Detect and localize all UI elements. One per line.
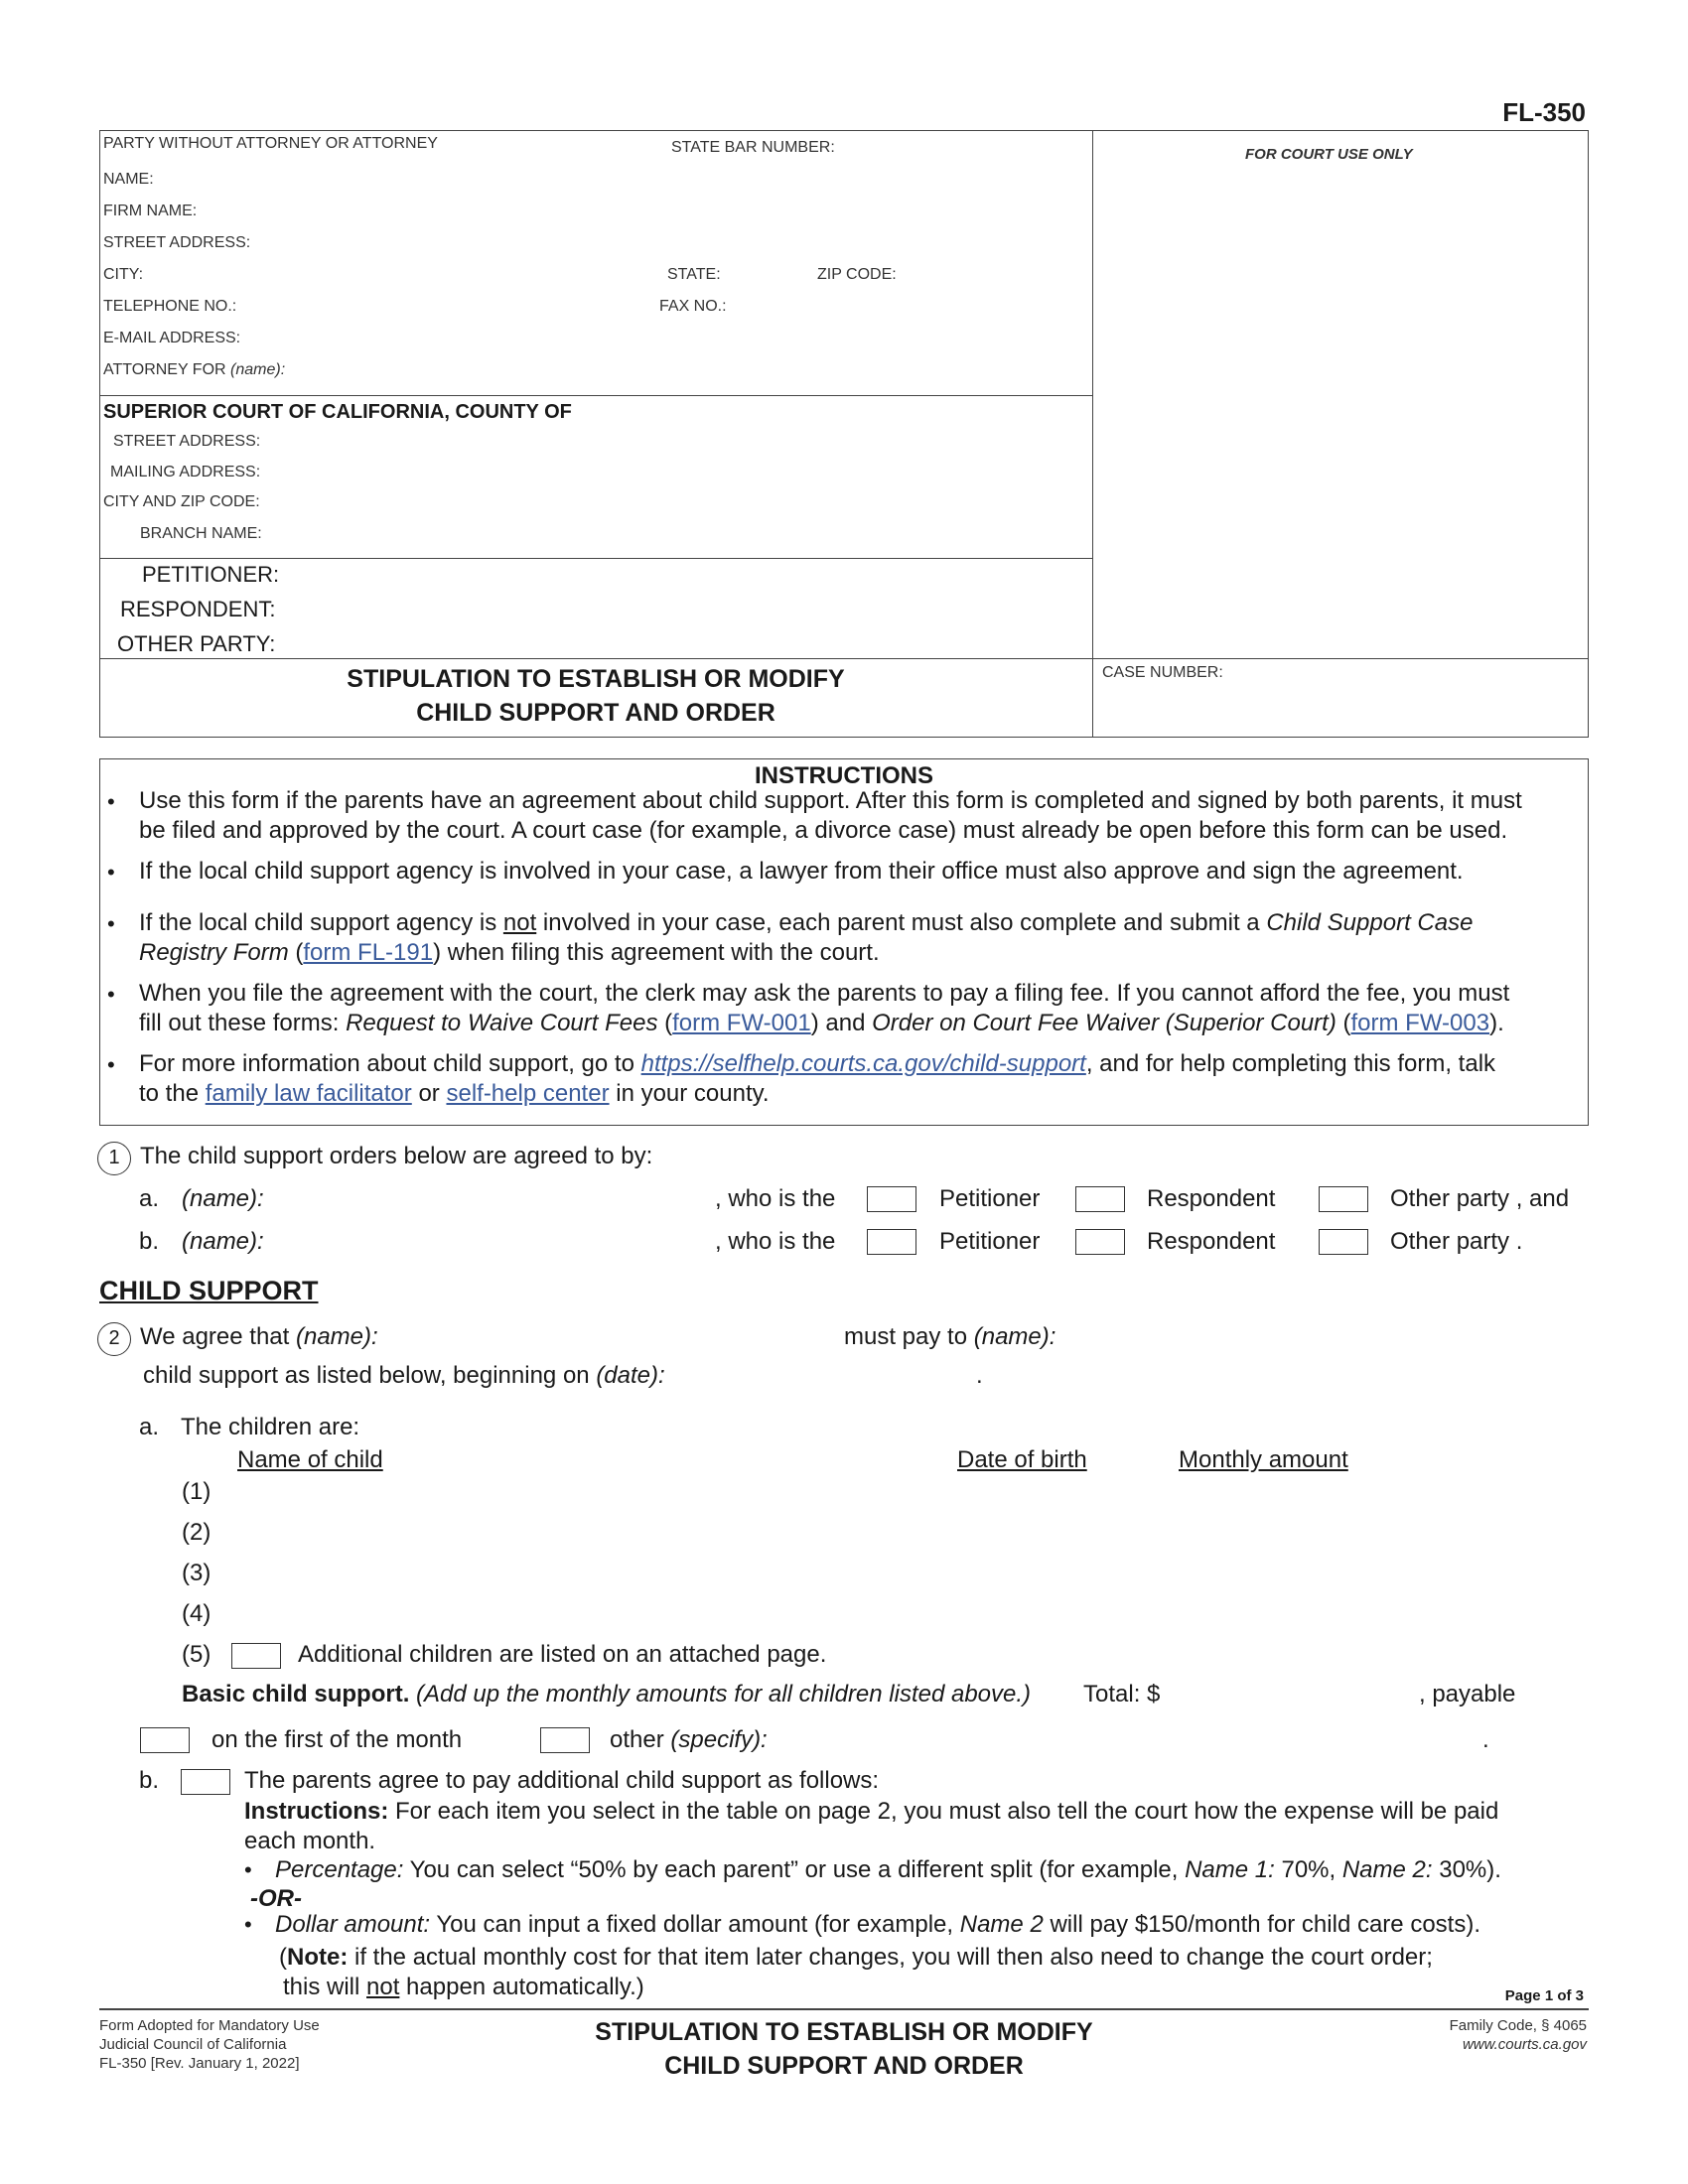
bullet: • — [107, 789, 115, 814]
instr-bullet-4: When you file the agreement with the court, the clerk may ask the parents to pay a filing fee. If you cannot afford the fee, you must fill out these forms: Request to Waive Court Fees (form FW-001) and Order on Court Fee Waiver (Superior Court) (form FW-003). — [139, 980, 1510, 1036]
fax-label[interactable]: FAX NO.: — [659, 298, 727, 315]
dollar-option: Dollar amount: You can input a fixed dollar amount (for example, Name 2 will pay $150/month for child care costs). — [275, 1911, 1480, 1938]
petitioner-label[interactable]: PETITIONER: — [142, 562, 280, 587]
form-title-line2: CHILD SUPPORT AND ORDER — [416, 699, 775, 727]
bullet: • — [107, 860, 115, 885]
page-number: Page 1 of 3 — [1504, 1987, 1584, 2004]
item-2a-children-are: The children are: — [181, 1414, 360, 1440]
bullet: • — [107, 1052, 115, 1077]
phone-label[interactable]: TELEPHONE NO.: — [103, 298, 237, 315]
item-1a-letter: a. — [139, 1185, 160, 1212]
item-1b-petitioner-checkbox[interactable] — [867, 1229, 916, 1255]
instructions-heading: INSTRUCTIONS — [755, 762, 933, 789]
attorney-for-label[interactable]: ATTORNEY FOR (name): — [103, 361, 286, 378]
child-row-5: (5) — [182, 1641, 211, 1668]
footer-left: Form Adopted for Mandatory Use Judicial Council of California FL-350 [Rev. January 1, 2022] — [99, 2017, 320, 2072]
footer-right: Family Code, § 4065 www.courts.ca.gov — [1449, 2017, 1587, 2053]
form-title-line1: STIPULATION TO ESTABLISH OR MODIFY — [347, 665, 845, 693]
respondent-label[interactable]: RESPONDENT: — [120, 597, 276, 621]
item-1a-name-label[interactable]: (name): — [182, 1185, 264, 1212]
party-label: PARTY WITHOUT ATTORNEY OR ATTORNEY — [103, 135, 438, 152]
item-1b-who-is: , who is the — [715, 1228, 836, 1255]
additional-children-checkbox[interactable] — [231, 1643, 281, 1669]
street-label[interactable]: STREET ADDRESS: — [103, 234, 251, 251]
court-branch-label[interactable]: BRANCH NAME: — [140, 525, 262, 542]
additional-children-text: Additional children are listed on an attached page. — [298, 1641, 827, 1668]
bullet: • — [244, 1912, 252, 1937]
email-label[interactable]: E-MAIL ADDRESS: — [103, 330, 241, 346]
item-1a-other-party-checkbox[interactable] — [1319, 1186, 1368, 1212]
item-1-text: The child support orders below are agreed to by: — [140, 1143, 653, 1169]
other-period: . — [1482, 1726, 1489, 1753]
item-2-we-agree[interactable]: We agree that (name): — [140, 1323, 378, 1350]
court-street-label[interactable]: STREET ADDRESS: — [113, 433, 261, 450]
first-of-month-label: on the first of the month — [211, 1726, 463, 1753]
item-2a-letter: a. — [139, 1414, 160, 1440]
first-of-month-checkbox[interactable] — [140, 1727, 190, 1753]
item-1b-name-label[interactable]: (name): — [182, 1228, 264, 1255]
item-2-beginning-date[interactable]: child support as listed below, beginning on (date): — [143, 1362, 665, 1389]
child-row-1[interactable]: (1) — [182, 1478, 211, 1505]
item-1a-respondent-checkbox[interactable] — [1075, 1186, 1125, 1212]
total-label[interactable]: Total: $ — [1083, 1681, 1161, 1707]
other-party-label[interactable]: OTHER PARTY: — [117, 631, 276, 656]
item-1a-petitioner-label: Petitioner — [939, 1185, 1041, 1212]
instr-bullet-3: If the local child support agency is not involved in your case, each parent must also complete and submit a Child Support Case Registry Form (form FL-191) when filing this agreement with the court. — [139, 909, 1474, 966]
bullet: • — [107, 982, 115, 1007]
footer-title: STIPULATION TO ESTABLISH OR MODIFY CHILD SUPPORT AND ORDER — [595, 2018, 1093, 2080]
item-1b-other-party-label: Other party . — [1390, 1228, 1523, 1255]
note: (Note: if the actual monthly cost for that item later changes, you will then also need to change the court order; this will not happen automatically.) — [279, 1944, 1433, 2000]
item-2b-letter: b. — [139, 1767, 160, 1794]
or-separator: -OR- — [250, 1885, 302, 1912]
item-1b-petitioner-label: Petitioner — [939, 1228, 1041, 1255]
basic-child-support: Basic child support. (Add up the monthly amounts for all children listed above.) — [182, 1681, 1032, 1707]
item-1a-petitioner-checkbox[interactable] — [867, 1186, 916, 1212]
case-number-label[interactable]: CASE NUMBER: — [1102, 664, 1223, 681]
item-1a-other-party-label: Other party , and — [1390, 1185, 1570, 1212]
court-title: SUPERIOR COURT OF CALIFORNIA, COUNTY OF — [103, 401, 572, 423]
col-monthly-amount: Monthly amount — [1179, 1446, 1348, 1473]
form-fw-003-link[interactable]: form FW-003 — [1350, 1010, 1490, 1036]
item-1b-respondent-checkbox[interactable] — [1075, 1229, 1125, 1255]
child-row-4[interactable]: (4) — [182, 1600, 211, 1627]
state-bar-label: STATE BAR NUMBER: — [671, 139, 835, 156]
child-support-heading: CHILD SUPPORT — [99, 1276, 319, 1305]
form-id: FL-350 — [1502, 97, 1586, 127]
other-frequency-checkbox[interactable] — [540, 1727, 590, 1753]
bullet: • — [107, 911, 115, 936]
item-1b-letter: b. — [139, 1228, 160, 1255]
col-date-of-birth: Date of birth — [957, 1446, 1087, 1473]
court-mailing-label[interactable]: MAILING ADDRESS: — [110, 464, 261, 480]
footer-rule — [99, 2008, 1589, 2010]
zip-label[interactable]: ZIP CODE: — [817, 266, 897, 283]
item-2b-instructions: Instructions: For each item you select in the table on page 2, you must also tell the court how the expense will be paid each month. — [244, 1798, 1499, 1854]
additional-support-checkbox[interactable] — [181, 1769, 230, 1795]
item-1-number: 1 — [97, 1142, 131, 1175]
form-fl-191-link[interactable]: form FL-191 — [303, 939, 434, 966]
additional-support-text: The parents agree to pay additional child support as follows: — [244, 1767, 880, 1794]
other-frequency-label[interactable]: other (specify): — [610, 1726, 768, 1753]
form-fw-001-link[interactable]: form FW-001 — [672, 1010, 811, 1036]
child-row-3[interactable]: (3) — [182, 1560, 211, 1586]
header-box — [99, 130, 1589, 738]
city-label[interactable]: CITY: — [103, 266, 144, 283]
instr-bullet-1: Use this form if the parents have an agreement about child support. After this form is completed and signed by both parents, it must be filed and approved by the court. A court case (for example, a divorce case) must already be open before this form can be used. — [139, 787, 1522, 844]
item-1b-respondent-label: Respondent — [1147, 1228, 1276, 1255]
header-divider — [1092, 130, 1093, 738]
item-2-period: . — [976, 1362, 983, 1389]
col-name-of-child: Name of child — [237, 1446, 383, 1473]
percentage-option: Percentage: You can select “50% by each parent” or use a different split (for example, Name 1: 70%, Name 2: 30%). — [275, 1856, 1501, 1883]
item-1a-respondent-label: Respondent — [1147, 1185, 1276, 1212]
state-label[interactable]: STATE: — [667, 266, 721, 283]
name-label[interactable]: NAME: — [103, 171, 154, 188]
bullet: • — [244, 1857, 252, 1882]
child-row-2[interactable]: (2) — [182, 1519, 211, 1546]
firm-label[interactable]: FIRM NAME: — [103, 203, 198, 219]
instr-bullet-2: If the local child support agency is involved in your case, a lawyer from their office must also approve and sign the agreement. — [139, 858, 1464, 885]
instr-bullet-5: For more information about child support, go to https://selfhelp.courts.ca.gov/child-support, and for help completing this form, talk to the family law facilitator or self-help center in your county. — [139, 1050, 1496, 1107]
item-1a-who-is: , who is the — [715, 1185, 836, 1212]
courts-website-link[interactable]: www.courts.ca.gov — [1462, 2036, 1587, 2053]
item-1b-other-party-checkbox[interactable] — [1319, 1229, 1368, 1255]
selfhelp-url-link[interactable]: https://selfhelp.courts.ca.gov/child-support — [640, 1050, 1086, 1077]
self-help-center-link[interactable]: self-help center — [446, 1080, 610, 1107]
item-2-must-pay[interactable]: must pay to (name): — [844, 1323, 1056, 1350]
court-use-label: FOR COURT USE ONLY — [1245, 146, 1413, 163]
item-2-number: 2 — [97, 1322, 131, 1356]
family-law-facilitator-link[interactable]: family law facilitator — [205, 1080, 412, 1107]
payable-label: , payable — [1419, 1681, 1516, 1707]
court-city-zip-label[interactable]: CITY AND ZIP CODE: — [103, 493, 260, 510]
